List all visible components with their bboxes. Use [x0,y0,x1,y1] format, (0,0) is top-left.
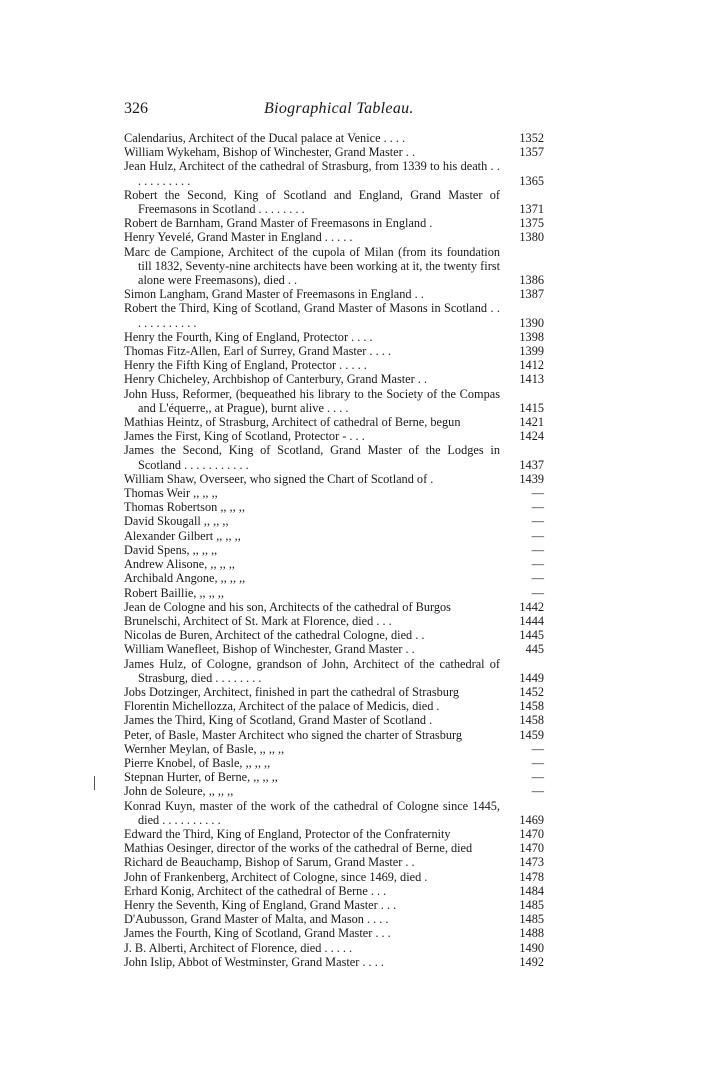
entry-text: John de Soleure, ,, ,, ,, [124,784,234,799]
entry-year: — [531,770,544,785]
entry-year: 1458 [519,713,544,728]
list-item [124,855,544,869]
list-item [124,287,544,301]
list-item [124,443,544,471]
entry-year: 1488 [519,926,544,941]
list-item [124,486,544,500]
entry-text: James Hulz, of Cologne, grandson of John, Architect of the cathedral of Strasburg, died . . . . . . . . [124,656,500,685]
list-item [124,600,544,614]
entry-year: — [531,557,544,572]
entry-year: 1485 [519,897,544,912]
entry-text: James the Fourth, King of Scotland, Grand Master . . . [124,926,391,941]
entry-year: 1371 [519,202,544,217]
entry-text: Robert de Barnham, Grand Master of Freemasons in England . [124,216,433,231]
list-item [124,529,544,543]
entry-year: — [531,741,544,756]
entry-year: — [531,784,544,799]
entry-text: Pierre Knobel, of Basle, ,, ,, ,, [124,755,271,770]
entry-text: Henry Chicheley, Archbishop of Canterbury, Grand Master . . [124,372,428,387]
entry-year: — [531,755,544,770]
entry-text: James the Third, King of Scotland, Grand Master of Scotland . [124,713,433,728]
entry-text: David Spens, ,, ,, ,, [124,542,218,557]
entry-year: 1424 [519,429,544,444]
entry-text: William Shaw, Overseer, who signed the Chart of Scotland of . [124,471,434,486]
entry-text: Henry the Seventh, King of England, Grand Master . . . [124,897,397,912]
entry-year: 1380 [519,230,544,245]
list-item [124,245,544,288]
list-item [124,955,544,969]
list-item [124,514,544,528]
entry-text: J. B. Alberti, Architect of Florence, died . . . . . [124,940,353,955]
list-item [124,614,544,628]
entry-text: John Islip, Abbot of Westminster, Grand Master . . . . [124,954,384,969]
entry-year: 1390 [519,315,544,330]
list-item [124,642,544,656]
entry-text: Marc de Campione, Architect of the cupola of Milan (from its foundation till 1832, Seventy-nine architects have been working at it, the twenty first alone were Freemasons), died . . [124,244,500,288]
entry-text: Wernher Meylan, of Basle, ,, ,, ,, [124,741,285,756]
entry-year: 1459 [519,727,544,742]
entry-year: 1352 [519,131,544,145]
entry-year: — [531,528,544,543]
entry-text: Konrad Kuyn, master of the work of the cathedral of Cologne since 1445, died . . . . . . . . . . [124,798,500,827]
entry-text: Stepnan Hurter, of Berne, ,, ,, ,, [124,770,278,785]
list-item [124,884,544,898]
list-item [124,387,544,415]
entry-text: Archibald Angone, ,, ,, ,, [124,571,246,586]
entry-year: 1421 [519,415,544,430]
list-item [124,657,544,685]
entry-text: Robert the Third, King of Scotland, Grand Master of Masons in Scotland . . . . . . . . . . . . [124,301,500,330]
list-item [124,898,544,912]
entry-year: 1449 [519,670,544,685]
list-item [124,941,544,955]
list-item [124,571,544,585]
list-item [124,784,544,798]
entry-text: Edward the Third, King of England, Protector of the Confraternity [124,826,451,841]
entry-text: Robert Baillie, ,, ,, ,, [124,585,225,600]
entry-year: 1458 [519,699,544,714]
entry-text: Nicolas de Buren, Architect of the cathedral Cologne, died . . [124,628,425,643]
entry-text: James the Second, King of Scotland, Grand Master of the Lodges in Scotland . . . . . . . . . . . [124,443,500,472]
list-item [124,870,544,884]
entry-text: Erhard Konig, Architect of the cathedral of Berne . . . [124,883,387,898]
entry-text: John of Frankenberg, Architect of Cologne, since 1469, died . [124,869,428,884]
entry-year: 1439 [519,471,544,486]
list-item [124,586,544,600]
list-item [124,131,544,145]
entry-year: 1492 [519,954,544,969]
list-item [124,699,544,713]
list-item [124,841,544,855]
list-item [124,301,544,329]
entry-text: Florentin Michellozza, Architect of the palace of Medicis, died . [124,699,440,714]
entry-year: 1452 [519,684,544,699]
entry-text: Mathias Oesinger, director of the works of the cathedral of Berne, died [124,841,473,856]
entry-year: — [531,585,544,600]
entry-text: Henry the Fifth King of England, Protector . . . . . [124,358,367,373]
entry-text: Thomas Fitz-Allen, Earl of Surrey, Grand Master . . . . [124,344,391,359]
list-item [124,230,544,244]
entry-text: Mathias Heintz, of Strasburg, Architect of cathedral of Berne, begun [124,415,461,430]
entry-year: — [531,542,544,557]
entry-year: 1365 [519,173,544,188]
entry-year: 1412 [519,358,544,373]
entry-text: D'Aubusson, Grand Master of Malta, and Mason . . . . [124,912,389,927]
entry-year: 1386 [519,273,544,288]
entry-year: 1470 [519,826,544,841]
list-item [124,159,544,187]
entry-year: 1469 [519,812,544,827]
list-item [124,770,544,784]
list-item [124,628,544,642]
entry-text: Robert the Second, King of Scotland and England, Grand Master of Freemasons in Scotland . . . . . . . . [124,187,500,217]
entry-year: 1444 [519,613,544,628]
list-item [124,685,544,699]
entry-text: Andrew Alisone, ,, ,, ,, [124,557,236,572]
list-item [124,429,544,443]
entry-text: Henry the Fourth, King of England, Protector . . . . [124,329,373,344]
entry-text: John Huss, Reformer, (bequeathed his library to the Society of the Compas and L'équerre,, at Prague), burnt alive . . . . [124,386,500,415]
entry-year: 1490 [519,940,544,955]
entry-text: Jobs Dotzinger, Architect, finished in part the cathedral of Strasburg [124,684,459,699]
entry-year: 1473 [519,855,544,870]
entry-text: William Wykeham, Bishop of Winchester, Grand Master . . [124,145,416,160]
entry-text: James the First, King of Scotland, Protector - . . . [124,429,365,444]
entry-year: 1470 [519,841,544,856]
margin-mark [94,776,95,790]
entry-year: 1399 [519,344,544,359]
entry-year: — [531,486,544,501]
entry-text: Simon Langham, Grand Master of Freemasons in England . . [124,287,424,302]
entry-year: 1415 [519,400,544,415]
list-item [124,799,544,827]
entry-year: 1398 [519,329,544,344]
page-header [124,100,544,122]
entry-year: 445 [525,642,544,657]
list-item [124,728,544,742]
entry-list [124,131,544,969]
entry-text: Jean de Cologne and his son, Architects of the cathedral of Burgos [124,599,451,614]
list-item [124,372,544,386]
entry-year: 1357 [519,145,544,160]
list-item [124,358,544,372]
list-item [124,472,544,486]
list-item [124,543,544,557]
entry-year: 1437 [519,457,544,472]
entry-year: 1375 [519,216,544,231]
entry-text: William Wanefleet, Bishop of Winchester, Grand Master . . [124,642,415,657]
page-number: 326 [124,100,148,117]
list-item [124,216,544,230]
entry-year: — [531,571,544,586]
list-item [124,344,544,358]
list-item [124,188,544,216]
list-item [124,912,544,926]
entry-text: David Skougall ,, ,, ,, [124,514,229,529]
list-item [124,557,544,571]
entry-year: 1478 [519,869,544,884]
entry-text: Richard de Beauchamp, Bishop of Sarum, Grand Master . . [124,855,415,870]
list-item [124,330,544,344]
entry-year: — [531,500,544,515]
entry-year: — [531,514,544,529]
entry-text: Thomas Robertson ,, ,, ,, [124,500,245,515]
entry-year: 1442 [519,599,544,614]
entry-year: 1485 [519,912,544,927]
list-item [124,145,544,159]
entry-year: 1387 [519,287,544,302]
list-item [124,827,544,841]
entry-year: 1413 [519,372,544,387]
entry-text: Brunelschi, Architect of St. Mark at Florence, died . . . [124,613,392,628]
entry-year: 1445 [519,628,544,643]
list-item [124,415,544,429]
list-item [124,500,544,514]
entry-year: 1484 [519,883,544,898]
list-item [124,742,544,756]
entry-text: Calendarius, Architect of the Ducal palace at Venice . . . . [124,131,406,145]
list-item [124,756,544,770]
running-title: Biographical Tableau. [264,100,414,117]
entry-text: Jean Hulz, Architect of the cathedral of Strasburg, from 1339 to his death . . . . . . . . . . . [124,159,500,188]
entry-text: Henry Yevelé, Grand Master in England . . . . . [124,230,353,245]
entry-text: Peter, of Basle, Master Architect who signed the charter of Strasburg [124,727,463,742]
entry-text: Alexander Gilbert ,, ,, ,, [124,528,241,543]
list-item [124,926,544,940]
entry-text: Thomas Weir ,, ,, ,, [124,486,218,501]
list-item [124,713,544,727]
